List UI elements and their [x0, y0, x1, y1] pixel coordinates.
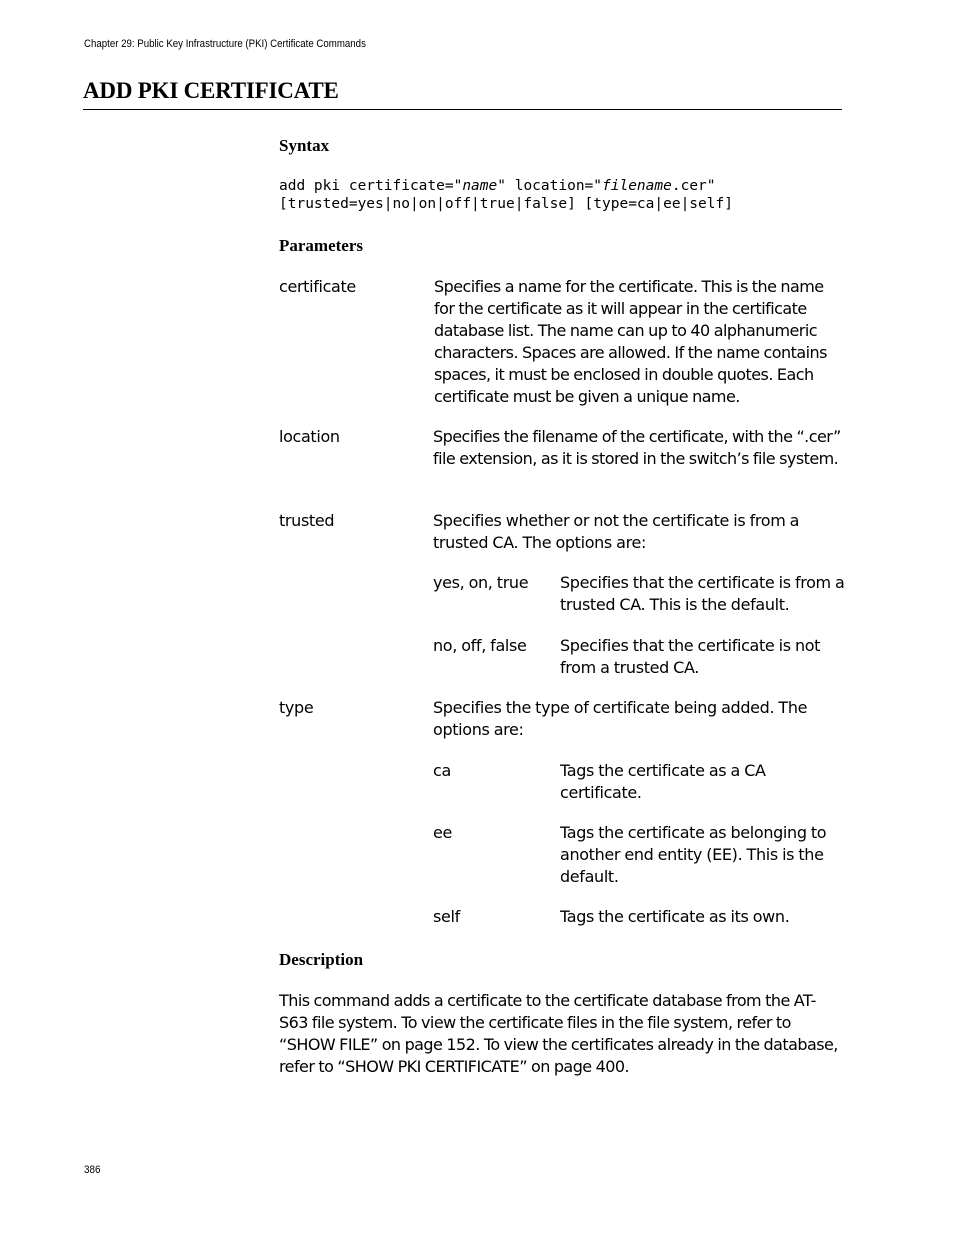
param-desc-certificate: Specifies a name for the certificate. This is the name for the certificate as it will appear in the certificate database list. The name can up to 40 alphanumeric characters. Spaces are allowed. If the name contains spaces, it must be enclosed in double quotes. Each certificate must be given a unique name.: [434, 277, 827, 406]
option-value: yes, on, true: [433, 573, 529, 592]
syntax-filename-placeholder: filename: [602, 178, 672, 194]
description-text: This command adds a certificate to the certificate database from the AT-S63 file system. To view the certificate files in the file system, refer to “SHOW FILE” on page 152. To view the certificates already in the database, refer to “SHOW PKI CERTIFICATE” on page 400.: [279, 991, 838, 1076]
param-term-trusted: trusted: [279, 511, 335, 530]
option-value: self: [433, 907, 460, 926]
param-term-location: location: [279, 427, 340, 446]
syntax-text-1: add pki certificate=": [279, 178, 463, 194]
option-value: no, off, false: [433, 636, 527, 655]
param-term-certificate: certificate: [279, 277, 356, 296]
option-value: ee: [433, 823, 452, 842]
parameters-heading: Parameters: [279, 236, 364, 255]
option-value: ca: [433, 761, 451, 780]
syntax-text-3: .cer": [671, 178, 716, 194]
option-desc: Tags the certificate as belonging to another end entity (EE). This is the default.: [560, 823, 827, 886]
syntax-name-placeholder: name: [462, 178, 498, 194]
syntax-text-2: " location=": [497, 178, 603, 194]
description-heading: Description: [279, 950, 364, 969]
option-desc: Tags the certificate as a CA certificate.: [560, 761, 766, 802]
running-header: Chapter 29: Public Key Infrastructure (PKI) Certificate Commands: [84, 38, 366, 50]
param-term-type: type: [279, 698, 314, 717]
param-desc-location: Specifies the filename of the certificate, with the “.cer” file extension, as it is stored in the switch’s file system.: [433, 427, 841, 468]
option-desc: Specifies that the certificate is not from a trusted CA.: [560, 636, 821, 677]
page-number: 386: [84, 1164, 101, 1176]
param-desc-type: Specifies the type of certificate being added. The options are:: [433, 698, 808, 739]
syntax-heading: Syntax: [279, 136, 330, 155]
option-desc: Tags the certificate as its own.: [560, 907, 790, 926]
syntax-line-2: [trusted=yes|no|on|off|true|false] [type=ca|ee|self]: [279, 196, 733, 212]
page-title: ADD PKI CERTIFICATE: [83, 78, 339, 103]
syntax-line-1: [279, 177, 716, 195]
title-rule: [83, 109, 842, 110]
param-desc-trusted: Specifies whether or not the certificate is from a trusted CA. The options are:: [433, 511, 800, 552]
option-desc: Specifies that the certificate is from a trusted CA. This is the default.: [560, 573, 845, 614]
